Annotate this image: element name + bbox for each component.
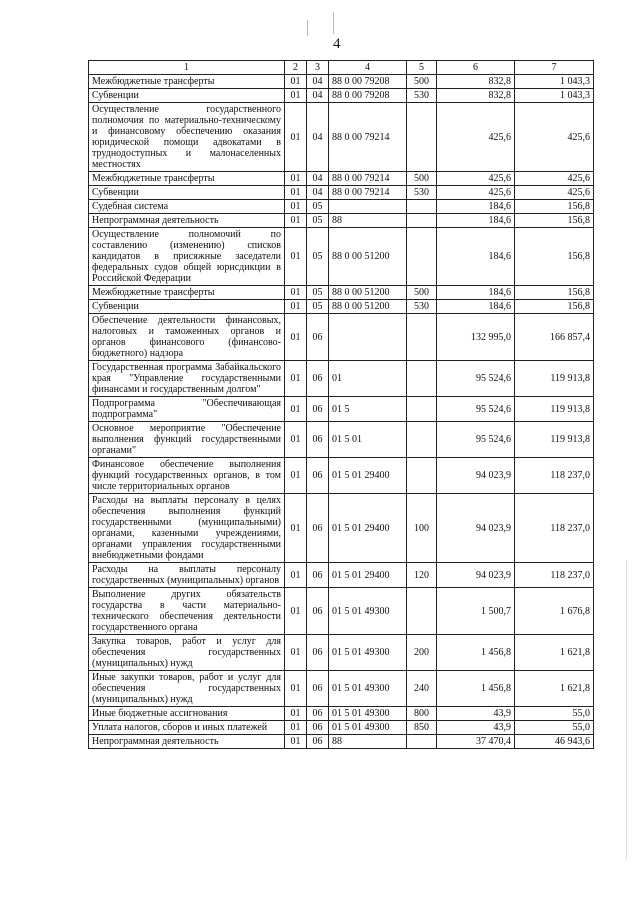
- table-row: [89, 563, 594, 588]
- row-name: Расходы на выплаты персоналу в целях обеспечения выполнения функций государственными (муниципальными) органами, казенными учреждениями, органами управления государственными внебюджетными фондами: [89, 494, 285, 563]
- table-row: [89, 735, 594, 749]
- column-header: 4: [329, 61, 407, 75]
- row-section: 01: [285, 671, 307, 707]
- row-amount-year2: 1 621,8: [515, 635, 594, 671]
- row-section: 01: [285, 735, 307, 749]
- row-section: 01: [285, 214, 307, 228]
- row-section: 01: [285, 635, 307, 671]
- row-section: 01: [285, 200, 307, 214]
- row-amount-year2: 119 913,8: [515, 361, 594, 397]
- row-subsection: 04: [307, 186, 329, 200]
- row-subsection: 06: [307, 563, 329, 588]
- row-amount-year1: 832,8: [437, 75, 515, 89]
- row-section: 01: [285, 422, 307, 458]
- row-section: 01: [285, 361, 307, 397]
- row-amount-year1: 184,6: [437, 214, 515, 228]
- column-header: 3: [307, 61, 329, 75]
- row-amount-year2: 1 676,8: [515, 588, 594, 635]
- row-name: Выполнение других обязательств государства в части материально-технического обеспечения деятельности государственного органа: [89, 588, 285, 635]
- row-amount-year1: 132 995,0: [437, 314, 515, 361]
- table-row: [89, 300, 594, 314]
- row-target-code: 01 5 01 29400: [329, 563, 407, 588]
- row-expense-type: [407, 361, 437, 397]
- row-subsection: 06: [307, 735, 329, 749]
- row-amount-year1: 1 500,7: [437, 588, 515, 635]
- row-expense-type: 530: [407, 89, 437, 103]
- row-target-code: 01 5: [329, 397, 407, 422]
- row-amount-year2: 1 043,3: [515, 89, 594, 103]
- row-expense-type: [407, 735, 437, 749]
- row-amount-year2: 166 857,4: [515, 314, 594, 361]
- table-row: [89, 671, 594, 707]
- row-amount-year2: 156,8: [515, 300, 594, 314]
- row-target-code: 01 5 01 49300: [329, 635, 407, 671]
- row-target-code: 88: [329, 735, 407, 749]
- row-section: 01: [285, 300, 307, 314]
- row-target-code: 01 5 01 29400: [329, 494, 407, 563]
- row-amount-year2: 1 043,3: [515, 75, 594, 89]
- row-name: Непрограммная деятельность: [89, 735, 285, 749]
- row-section: 01: [285, 721, 307, 735]
- row-name: Осуществление полномочий по составлению (изменению) списков кандидатов в присяжные заседатели федеральных судов общей юрисдикции в Российской Федерации: [89, 228, 285, 286]
- row-amount-year2: 55,0: [515, 721, 594, 735]
- row-section: 01: [285, 186, 307, 200]
- row-section: 01: [285, 397, 307, 422]
- row-subsection: 04: [307, 103, 329, 172]
- row-expense-type: [407, 422, 437, 458]
- row-amount-year1: 95 524,6: [437, 361, 515, 397]
- row-section: 01: [285, 707, 307, 721]
- row-amount-year2: 55,0: [515, 707, 594, 721]
- row-expense-type: 500: [407, 172, 437, 186]
- table-row: [89, 707, 594, 721]
- table-row: [89, 397, 594, 422]
- row-amount-year1: 425,6: [437, 172, 515, 186]
- row-subsection: 06: [307, 588, 329, 635]
- row-amount-year2: 118 237,0: [515, 563, 594, 588]
- table-row: [89, 361, 594, 397]
- table-row: [89, 75, 594, 89]
- table-row: [89, 635, 594, 671]
- row-amount-year1: 425,6: [437, 103, 515, 172]
- row-target-code: 01 5 01 29400: [329, 458, 407, 494]
- row-section: 01: [285, 228, 307, 286]
- table-row: [89, 214, 594, 228]
- row-target-code: 88 0 00 51200: [329, 300, 407, 314]
- row-amount-year1: 95 524,6: [437, 397, 515, 422]
- table-row: [89, 200, 594, 214]
- row-target-code: 01 5 01 49300: [329, 671, 407, 707]
- row-amount-year1: 184,6: [437, 286, 515, 300]
- row-target-code: 88 0 00 79208: [329, 75, 407, 89]
- budget-table: [88, 60, 594, 749]
- row-subsection: 06: [307, 422, 329, 458]
- table-row: [89, 314, 594, 361]
- row-target-code: 88 0 00 79214: [329, 186, 407, 200]
- row-target-code: 01 5 01 49300: [329, 588, 407, 635]
- row-subsection: 06: [307, 494, 329, 563]
- row-section: 01: [285, 75, 307, 89]
- table-row: [89, 228, 594, 286]
- column-header: 7: [515, 61, 594, 75]
- row-section: 01: [285, 103, 307, 172]
- column-header: 6: [437, 61, 515, 75]
- row-section: 01: [285, 314, 307, 361]
- row-name: Иные бюджетные ассигнования: [89, 707, 285, 721]
- row-subsection: 05: [307, 214, 329, 228]
- row-subsection: 06: [307, 361, 329, 397]
- row-expense-type: [407, 588, 437, 635]
- row-expense-type: [407, 103, 437, 172]
- row-target-code: 01 5 01 49300: [329, 707, 407, 721]
- scan-line-left: [307, 20, 308, 36]
- scan-line-right: [626, 560, 627, 860]
- row-amount-year2: 156,8: [515, 228, 594, 286]
- row-name: Расходы на выплаты персоналу государственных (муниципальных) органов: [89, 563, 285, 588]
- row-target-code: 88: [329, 214, 407, 228]
- table-row: [89, 286, 594, 300]
- row-subsection: 06: [307, 671, 329, 707]
- row-amount-year1: 1 456,8: [437, 635, 515, 671]
- row-expense-type: 120: [407, 563, 437, 588]
- row-name: Обеспечение деятельности финансовых, налоговых и таможенных органов и органов финансового (финансово-бюджетного) надзора: [89, 314, 285, 361]
- row-expense-type: 500: [407, 75, 437, 89]
- table-row: [89, 422, 594, 458]
- table-row: [89, 172, 594, 186]
- row-expense-type: [407, 200, 437, 214]
- row-name: Субвенции: [89, 300, 285, 314]
- row-subsection: 05: [307, 200, 329, 214]
- row-amount-year1: 95 524,6: [437, 422, 515, 458]
- row-amount-year1: 1 456,8: [437, 671, 515, 707]
- row-expense-type: 500: [407, 286, 437, 300]
- row-subsection: 04: [307, 89, 329, 103]
- row-amount-year2: 425,6: [515, 103, 594, 172]
- row-expense-type: 850: [407, 721, 437, 735]
- row-section: 01: [285, 172, 307, 186]
- row-expense-type: [407, 314, 437, 361]
- row-name: Уплата налогов, сборов и иных платежей: [89, 721, 285, 735]
- row-expense-type: 800: [407, 707, 437, 721]
- row-name: Судебная система: [89, 200, 285, 214]
- row-name: Финансовое обеспечение выполнения функций государственных органов, в том числе территориальных органов: [89, 458, 285, 494]
- column-header: 2: [285, 61, 307, 75]
- row-name: Закупка товаров, работ и услуг для обеспечения государственных (муниципальных) нужд: [89, 635, 285, 671]
- row-amount-year2: 156,8: [515, 286, 594, 300]
- row-name: Осуществление государственного полномочия по материально-техническому и финансовому обеспечению оказания юридической помощи адвокатами в труднодоступных и малонаселенных местностях: [89, 103, 285, 172]
- row-amount-year1: 94 023,9: [437, 494, 515, 563]
- table-header-row: [89, 61, 594, 75]
- row-subsection: 05: [307, 286, 329, 300]
- row-name: Субвенции: [89, 186, 285, 200]
- row-target-code: 88 0 00 51200: [329, 228, 407, 286]
- row-target-code: 01 5 01 49300: [329, 721, 407, 735]
- row-target-code: 01: [329, 361, 407, 397]
- row-amount-year2: 156,8: [515, 214, 594, 228]
- row-target-code: 01 5 01: [329, 422, 407, 458]
- row-amount-year2: 425,6: [515, 172, 594, 186]
- row-amount-year1: 94 023,9: [437, 458, 515, 494]
- column-header: 5: [407, 61, 437, 75]
- row-expense-type: 530: [407, 300, 437, 314]
- row-target-code: 88 0 00 79214: [329, 172, 407, 186]
- row-subsection: 06: [307, 707, 329, 721]
- row-name: Непрограммная деятельность: [89, 214, 285, 228]
- table-row: [89, 89, 594, 103]
- row-name: Иные закупки товаров, работ и услуг для обеспечения государственных (муниципальных) нужд: [89, 671, 285, 707]
- page-number: 4: [333, 36, 341, 52]
- row-name: Межбюджетные трансферты: [89, 172, 285, 186]
- row-target-code: [329, 200, 407, 214]
- table-row: [89, 494, 594, 563]
- table-row: [89, 103, 594, 172]
- row-amount-year2: 118 237,0: [515, 494, 594, 563]
- row-target-code: 88 0 00 79214: [329, 103, 407, 172]
- row-expense-type: 100: [407, 494, 437, 563]
- row-target-code: 88 0 00 79208: [329, 89, 407, 103]
- row-target-code: 88 0 00 51200: [329, 286, 407, 300]
- row-subsection: 05: [307, 228, 329, 286]
- row-amount-year2: 118 237,0: [515, 458, 594, 494]
- row-amount-year1: 43,9: [437, 707, 515, 721]
- row-section: 01: [285, 458, 307, 494]
- row-expense-type: [407, 214, 437, 228]
- row-subsection: 06: [307, 458, 329, 494]
- row-section: 01: [285, 563, 307, 588]
- row-amount-year1: 184,6: [437, 228, 515, 286]
- row-expense-type: [407, 397, 437, 422]
- row-amount-year1: 94 023,9: [437, 563, 515, 588]
- row-subsection: 06: [307, 397, 329, 422]
- row-amount-year2: 119 913,8: [515, 422, 594, 458]
- row-expense-type: 200: [407, 635, 437, 671]
- row-expense-type: 240: [407, 671, 437, 707]
- column-header: 1: [89, 61, 285, 75]
- row-section: 01: [285, 494, 307, 563]
- row-section: 01: [285, 89, 307, 103]
- row-expense-type: [407, 228, 437, 286]
- row-subsection: 06: [307, 314, 329, 361]
- row-name: Субвенции: [89, 89, 285, 103]
- row-expense-type: 530: [407, 186, 437, 200]
- row-amount-year1: 184,6: [437, 200, 515, 214]
- row-amount-year2: 425,6: [515, 186, 594, 200]
- row-subsection: 04: [307, 172, 329, 186]
- row-amount-year1: 43,9: [437, 721, 515, 735]
- row-name: Основное мероприятие "Обеспечение выполнения функций государственными органами": [89, 422, 285, 458]
- row-subsection: 06: [307, 721, 329, 735]
- row-expense-type: [407, 458, 437, 494]
- row-subsection: 04: [307, 75, 329, 89]
- row-name: Межбюджетные трансферты: [89, 286, 285, 300]
- table-row: [89, 588, 594, 635]
- row-subsection: 06: [307, 635, 329, 671]
- row-amount-year2: 1 621,8: [515, 671, 594, 707]
- row-name: Межбюджетные трансферты: [89, 75, 285, 89]
- row-amount-year2: 46 943,6: [515, 735, 594, 749]
- row-amount-year2: 156,8: [515, 200, 594, 214]
- table-row: [89, 186, 594, 200]
- row-amount-year1: 184,6: [437, 300, 515, 314]
- row-section: 01: [285, 286, 307, 300]
- row-amount-year1: 425,6: [437, 186, 515, 200]
- row-name: Подпрограмма "Обеспечивающая подпрограмма": [89, 397, 285, 422]
- row-amount-year1: 832,8: [437, 89, 515, 103]
- row-subsection: 05: [307, 300, 329, 314]
- table-row: [89, 721, 594, 735]
- table-row: [89, 458, 594, 494]
- row-target-code: [329, 314, 407, 361]
- scan-line-top: [333, 12, 334, 34]
- row-amount-year2: 119 913,8: [515, 397, 594, 422]
- row-amount-year1: 37 470,4: [437, 735, 515, 749]
- row-section: 01: [285, 588, 307, 635]
- row-name: Государственная программа Забайкальского края "Управление государственными финансами и государственным долгом": [89, 361, 285, 397]
- table-body: [89, 61, 594, 749]
